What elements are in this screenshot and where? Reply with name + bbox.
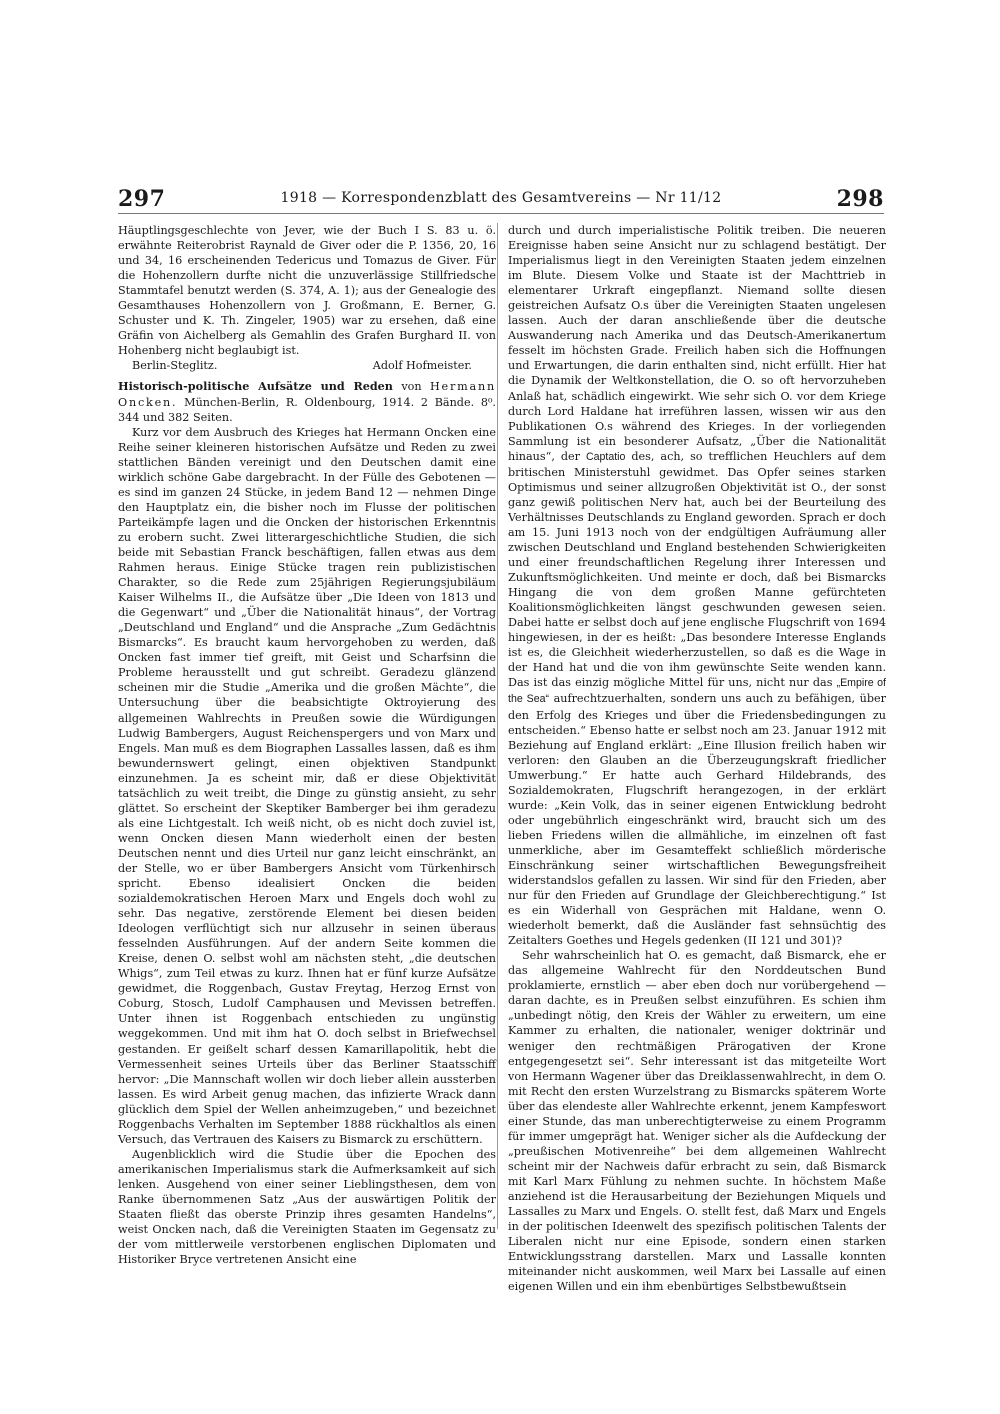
column-divider (497, 223, 498, 1229)
left-column (118, 223, 496, 1267)
signature-line (118, 358, 496, 373)
text-run: durch und durch imperialistische Politik treiben. Die neueren Ereignisse haben seine Ansicht nur zu schlagend bestätigt. Der Imperialismus liegt in den Vereinigten Staaten jedem einzelnen im Blute. Diesem Volke und Staate ist der Machttrieb in elementarer Urkraft eingepflanzt. Niemand sollte diesen geistreichen Aufsatz O.s über die Vereinigten Staaten ungelesen lassen. Auch der daran anschließende über die deutsche Auswanderung nach Amerika und das Deutsch-Amerikanertum fesselt im höchsten Grade. Freilich haben sich die Hoffnungen und Erwartungen, die darin enthalten sind, nicht erfüllt. Hier hat die Dynamik der Weltkonstellation, die O. so oft hervorzuheben Anlaß hat, schädlich eingewirkt. Wie sehr sich O. vor dem Kriege durch Lord Haldane hat irreführen lassen, wissen wir aus den Publikationen O.s während des Krieges. In der vorliegenden Sammlung ist ein besonderer Aufsatz, „Über die Nationalität hinaus“, der (508, 224, 886, 463)
signature-place: Berlin-Steglitz. (132, 359, 218, 373)
page-number-left: 297 (118, 186, 166, 212)
review-author: Hermann Oncken. (118, 380, 497, 409)
text-run: des, ach, so trefflichen Heuchlers auf dem britischen Ministerstuhl gewidmet. Das Opfer seines starken Optimismus und seiner allzugroßen Objektivität ist O., der sonst ganz gewiß politischen Nerv hat, auch bei der Beurteilung des Verhältnisses Deutschlands zu England geworden. Sprach er doch am 15. Juni 1913 noch von der endgültigen Aufräumung aller zwischen Deutschland und England bestehenden Schwierigkeiten und einer freundschaftlichen Regelung ihrer Interessen und Zukunftsmöglichkeiten. Und meinte er doch, daß bei Bismarcks Hingang die von dem großen Manne gefürchteten Koalitionsmöglichkeiten längst geschwunden gewesen seien. Dabei hatte er selbst doch auf jene englische Flugschrift von 1694 hingewiesen, in der es heißt: „Das besondere Interesse Englands ist es, die Gleichheit wiederherzustellen, so daß es die Wage in der Hand hat und die von ihm gewünschte Seite wenden kann. Das ist das einzig mögliche Mittel für uns, nicht nur das (508, 449, 886, 690)
text-run: aufrechtzuerhalten, sondern uns auch zu befähigen, über den Erfolg des Krieges und über die Friedensbedingungen zu entscheiden.“ Ebenso hatte er selbst noch am 23. Januar 1912 mit Beziehung auf England erklärt: „Eine Illusion freilich haben wir verloren: den Glauben an die Überzeugungskraft friedlicher Umwerbung.“ Er hatte auch Gerhard Hildebrands, des Sozialdemokraten, Flugschrift herangezogen, in der erklärt wurde: „Kein Volk, das in seiner eigenen Entwicklung bedroht oder ungebührlich eingeschränkt wird, braucht sich um des lieben Friedens willen die allmähliche, im einzelnen oft fast unmerkliche, aber im Gesamteffekt schließlich mörderische Einschränkung seiner wirtschaftlichen Bewegungsfreiheit widerstandslos gefallen zu lassen. Wir sind für den Frieden, aber nur für den Frieden auf Grundlage der Gleichberechtigung.“ Ist es ein Widerhall von Gesprächen mit Haldane, wenn O. wiederholt bemerkt, daß die Ausländer fast sehnsüchtig des Zeitalters Goethes und Hegels gedenken (II 121 und 301)? (508, 692, 886, 948)
paragraph (508, 223, 886, 948)
paragraph: Häuptlingsgeschlechte von Jever, wie der Buch I S. 83 u. ö. erwähnte Reiterobrist Raynald de Giver oder die P. 1356, 20, 16 und 34, 16 erscheinenden Tedericus und Tomazus de Giver. Für die Hohenzollern durfte nicht die unzuverlässige Stillfriedsche Stammtafel benutzt werden (S. 374, A. 1); aus der Genealogie des Gesamthauses Hohenzollern von J. Großmann, E. Berner, G. Schuster und K. Th. Zingeler, 1905) war zu ersehen, daß eine Gräfin von Aichelberg als Gemahlin des Grafen Burghard II. von Hohenberg nicht beglaubigt ist. (118, 224, 496, 358)
signature-name: Adolf Hofmeister. (372, 359, 472, 373)
latin-quote: „Empire of the Sea“ (508, 677, 886, 706)
review-title: Historisch-politische Aufsätze und Reden (118, 379, 393, 394)
review-publication: München-Berlin, R. Oldenbourg, 1914. 2 Bände. 8⁰. 344 und 382 Seiten. (118, 395, 496, 424)
right-column (508, 223, 886, 1294)
header-rule (118, 213, 884, 214)
running-title: 1918 — Korrespondenzblatt des Gesamtvereins — Nr 11/12 (280, 190, 722, 206)
review-connector: von (392, 380, 430, 394)
page-number-right: 298 (836, 186, 884, 212)
page-header (118, 186, 884, 210)
paragraph: Augenblicklich wird die Studie über die Epochen des amerikanischen Imperialismus stark die Aufmerksamkeit auf sich lenken. Ausgehend von einer seiner Lieblingsthesen, dem von Ranke übernommenen Satz „Aus der auswärtigen Politik der Staaten fließt das oberste Prinzip ihres gesamten Handelns“, weist Oncken nach, daß die Vereinigten Staaten im Gegensatz zu der vom mittlerweile verstorbenen englischen Diplomaten und Historiker Bryce vertretenen Ansicht eine (118, 1147, 496, 1267)
paragraph: Sehr wahrscheinlich hat O. es gemacht, daß Bismarck, ehe er das allgemeine Wahlrecht für den Norddeutschen Bund proklamierte, ernstlich — aber eben doch nur vorübergehend — daran dachte, es in Preußen selbst einzuführen. Es schien ihm „unbedingt nötig, den Kreis der Wähler zu erweitern, um eine Kammer zu erhalten, die nationaler, weniger doktrinär und weniger den rechtmäßigen Prärogativen der Krone entgegengesetzt sei“. Sehr interessant ist das mitgeteilte Wort von Hermann Wagener über das Dreiklassenwahlrecht, in dem O. mit Recht den ersten Wurzelstrang zu Bismarcks späterem Worte über das elendeste aller Wahlrechte erkennt, jenem Kampfeswort einer Stunde, das man unberechtigterweise zu einem Programm für immer umgeprägt hat. Weniger sicher als die Aufdeckung der „preußischen Motivenreihe“ bei dem allgemeinen Wahlrecht scheint mir der Nachweis dafür erbracht zu sein, daß Bismarck mit Karl Marx Fühlung zu nehmen suchte. In höchstem Maße anziehend ist die Herausarbeitung der Beziehungen Miquels und Lassalles zu Marx und Engels. O. stellt fest, daß Marx und Engels in der politischen Ideenwelt des spezifisch politischen Talents der Liberalen nicht nur eine Episode, sondern einen starken Entwicklungsstrang darstellen. Marx und Lassalle konnten miteinander nicht auskommen, weil Marx bei Lassalle auf einen eigenen Willen und ein ihm ebenbürtiges Selbstbewußtsein (508, 949, 886, 1294)
latin-term: Captatio (585, 450, 626, 463)
review-heading (118, 379, 496, 424)
paragraph: Kurz vor dem Ausbruch des Krieges hat Hermann Oncken eine Reihe seiner kleineren historischen Aufsätze und Reden zu zwei stattlichen Bänden vereinigt und den Deutschen damit eine wirklich schöne Gabe dargebracht. In der Fülle des Gebotenen — es sind im ganzen 24 Stücke, in jedem Band 12 — nehmen Dinge den Hauptplatz ein, die bisher noch im Flusse der politischen Parteikämpfe lagen und die Oncken der historischen Erkenntnis zu erobern sucht. Zwei litterargeschichtliche Studien, die sich beide mit Sebastian Franck beschäftigen, fallen etwas aus dem Rahmen heraus. Einige Stücke tragen rein publizistischen Charakter, so die Rede zum 25jährigen Regierungsjubiläum Kaiser Wilhelms II., die Aufsätze über „Die Ideen von 1813 und die Gegenwart“ und „Über die Nationalität hinaus“, der Vortrag „Deutschland und England“ und die Ansprache „Zum Gedächtnis Bismarcks“. Es braucht kaum hervorgehoben zu werden, daß Oncken fast immer tief greift, mit Geist und Scharfsinn die Probleme herausstellt und gut schreibt. Geradezu glänzend scheinen mir die Studie „Amerika und die großen Mächte“, die Untersuchung über die beabsichtigte Oktroyierung des allgemeinen Wahlrechts in Preußen sowie die Würdigungen Ludwig Bambergers, August Reichenspergers und von Marx und Engels. Man muß es dem Biographen Lassalles lassen, daß es ihm bewundernswert gelingt, einen objektiven Standpunkt einzunehmen. Ja es scheint mir, daß er diese Objektivität tatsächlich zu weit treibt, die Dinge zu günstig ansieht, zu sehr glättet. So erscheint der Skeptiker Bamberger bei ihm geradezu als eine Lichtgestalt. Ich weiß nicht, ob es nicht doch zuviel ist, wenn Oncken diesen Mann wiederholt einen der besten Deutschen nennt und dies Urteil nur ganz leicht einschränkt, an der Stelle, wo er über Bambergers Ansicht vom Türkenhirsch spricht. Ebenso idealisiert Oncken die beiden sozialdemokratischen Heroen Marx und Engels doch wohl zu sehr. Das negative, zerstörende Element bei diesen beiden Ideologen verflüchtigt sich nur allzusehr in seinen überaus fesselnden Ausführungen. Auf der andern Seite kommen die Kreise, denen O. selbst wohl am nächsten steht, „die deutschen Whigs“, zum Teil etwas zu kurz. Ihnen hat er fünf kurze Aufsätze gewidmet, die Roggenbach, Gustav Freytag, Herzog Ernst von Coburg, Stosch, Ludolf Camphausen und Mevissen betreffen. Unter ihnen ist Roggenbach entschieden zu ungünstig weggekommen. Und mit ihm hat O. doch selbst in Briefwechsel gestanden. Er geißelt scharf dessen Kamarillapolitik, hebt die Vermessenheit seines Urteils über das Berliner Staatsschiff hervor: „Die Mannschaft wollen wir doch lieber allein aussterben lassen. Es wird Arbeit genug machen, das infizierte Wrack dann glücklich dem Spiel der Wellen anheimzugeben,“ und bezeichnet Roggenbachs Verhalten im September 1888 rückhaltlos als einen Versuch, das Vertrauen des Kaisers zu Bismarck zu erschüttern. (118, 425, 496, 1146)
